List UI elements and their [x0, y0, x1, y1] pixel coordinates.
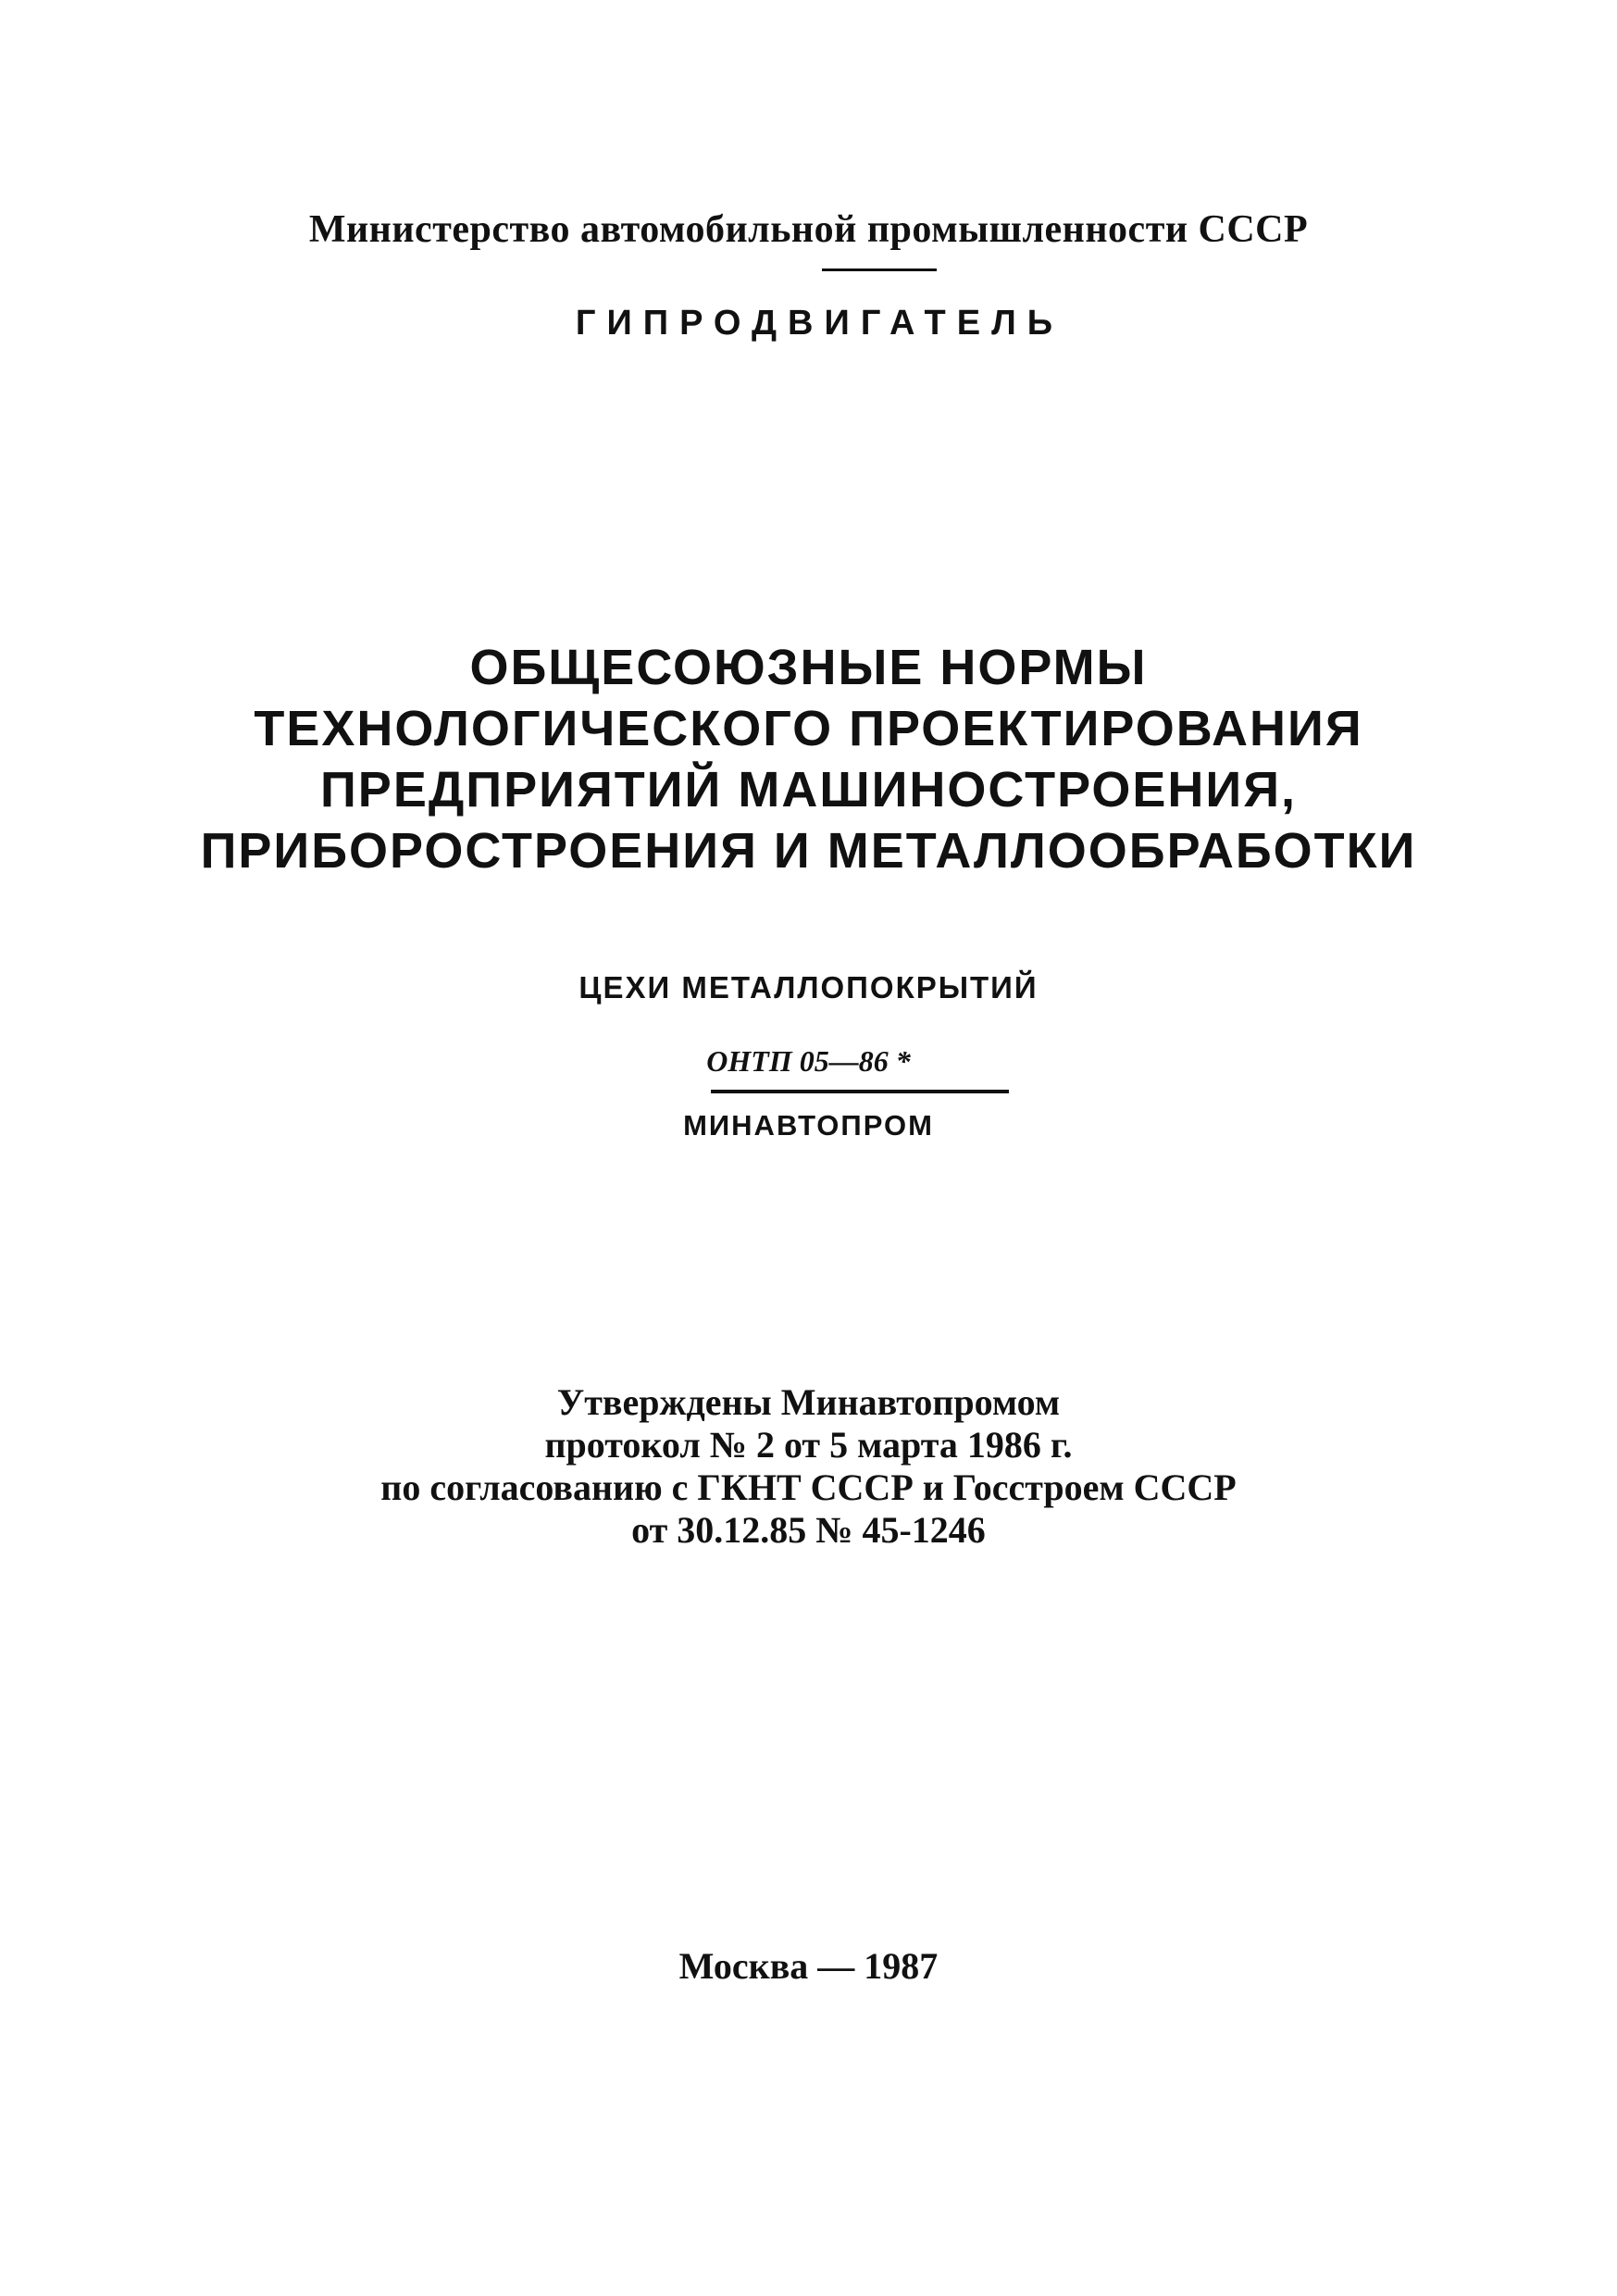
title-line: ПРЕДПРИЯТИЙ МАШИНОСТРОЕНИЯ,: [319, 762, 1298, 817]
document-code: ОНТП 05—86 *: [706, 1044, 911, 1078]
document-subtitle: ЦЕХИ МЕТАЛЛОПОКРЫТИЙ: [578, 970, 1039, 1004]
title-line: ОБЩЕСОЮЗНЫЕ НОРМЫ: [469, 640, 1148, 695]
ministry-name: Министерство автомобильной промышленности СССР: [308, 208, 1309, 251]
ministry-underline: [822, 268, 937, 271]
place-and-year: Москва — 1987: [678, 1945, 939, 1987]
approval-line: от 30.12.85 № 45-1246: [631, 1509, 986, 1551]
title-line: ПРИБОРОСТРОЕНИЯ И МЕТАЛЛООБРАБОТКИ: [200, 823, 1417, 879]
approval-line: Утверждены Минавтопромом: [556, 1381, 1061, 1423]
approval-line: по согласованию с ГКНТ СССР и Госстроем СССР: [380, 1466, 1237, 1508]
title-line: ТЕХНОЛОГИЧЕСКОГО ПРОЕКТИРОВАНИЯ: [254, 701, 1363, 756]
code-divider: [711, 1090, 1009, 1093]
document-title: [0, 637, 1617, 881]
issuer-name: МИНАВТОПРОМ: [683, 1109, 934, 1142]
approval-block: [0, 1381, 1617, 1552]
organization-name: ГИПРОДВИГАТЕЛЬ: [575, 304, 1064, 343]
approval-line: протокол № 2 от 5 марта 1986 г.: [544, 1424, 1073, 1466]
